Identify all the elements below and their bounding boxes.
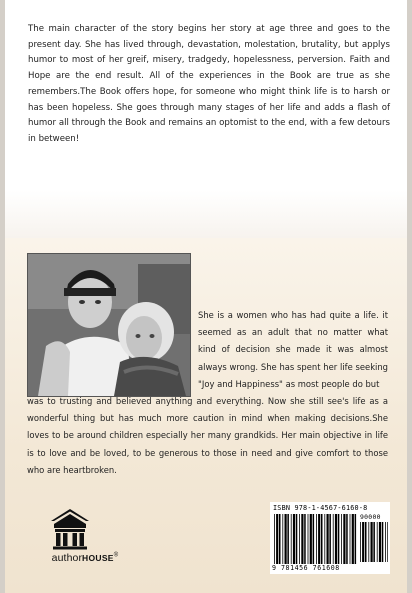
ean-barcode-bars xyxy=(274,514,358,564)
ean-digits: 9 781456 761608 xyxy=(272,564,340,572)
barcode-addon-number: 90000 xyxy=(360,513,381,521)
registered-mark: ® xyxy=(113,552,119,559)
author-bio-part2: was to trusting and believed anything and everything. Now she still see's life as a wonderful thing but has much more caution in mind when making decisions.She loves to be around children especially her many grandkids. Her main objective in life is to love and be loved, to be generous to those in need and give comfort to those who are heartbroken. xyxy=(27,396,388,475)
addon-barcode-bars xyxy=(360,522,388,562)
author-bio-part1: She is a women who has had quite a life. it seemed as an adult that no matter what kind of decision she made it was almost always wrong. She has spent her life seeking "Joy and Happiness" as most people do but xyxy=(198,310,388,389)
author-photo xyxy=(27,253,191,397)
publisher-name-suffix: HOUSE xyxy=(82,553,114,563)
publisher-name-prefix: author xyxy=(51,552,83,564)
isbn-barcode xyxy=(270,502,390,574)
authorhouse-house-icon xyxy=(50,508,90,550)
publisher-logo xyxy=(40,508,119,570)
isbn-label: ISBN 978-1-4567-6160-8 xyxy=(273,504,368,512)
publisher-name xyxy=(40,552,130,564)
book-blurb: The main character of the story begins her story at age three and goes to the present day. She has lived through, devastation, molestation, brutality, but applys humor to most of her greif, misery, tradgedy, hopelessness, perversion. Faith and Hope are the end result. All of the experiences in the Book are true as she remembers.The Book offers hope, for someone who might think life is to harsh or has been hopeless. She goes through many stages of her life and adds a flash of humor all through the Book and remains an optomist to the end, with a few detours in between! xyxy=(28,24,390,144)
